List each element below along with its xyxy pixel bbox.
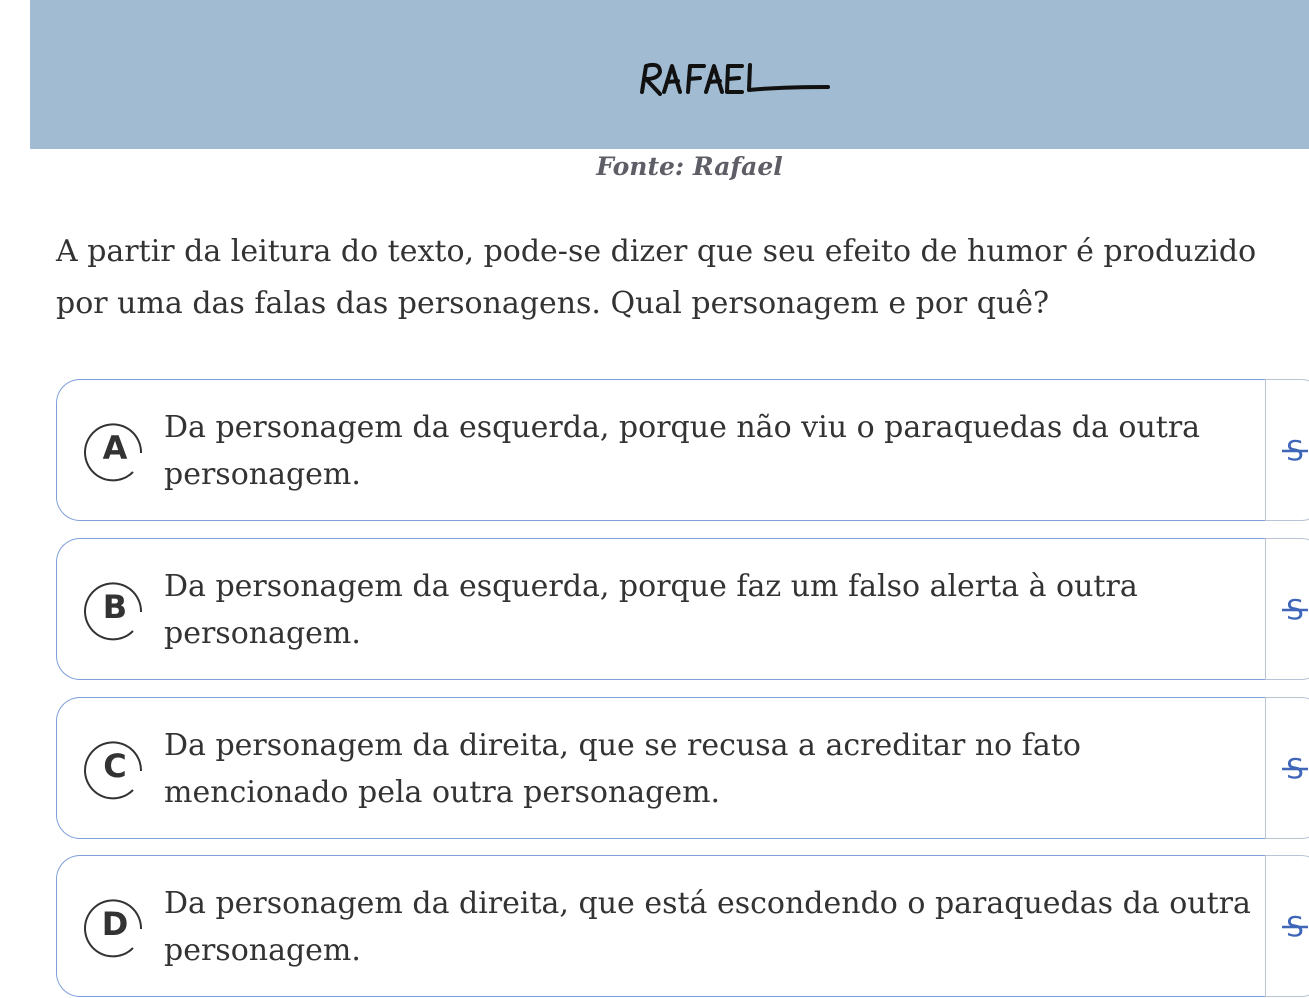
option-text: Da personagem da esquerda, porque não viu o paraquedas da outra personagem. bbox=[164, 410, 1201, 492]
option-text: Da personagem da esquerda, porque faz um falso alerta à outra personagem. bbox=[164, 569, 1138, 651]
strike-option-a-button[interactable] bbox=[1265, 379, 1309, 521]
comic-image-banner bbox=[30, 0, 1309, 149]
svg-text:S: S bbox=[1286, 434, 1304, 467]
strikethrough-icon[interactable] bbox=[1280, 432, 1309, 468]
answer-option-a[interactable] bbox=[56, 379, 1266, 521]
question-text: A partir da leitura do texto, pode-se dizer que seu efeito de humor é produzido por uma das falas das personagens. Qual personagem e por quê? bbox=[56, 234, 1257, 321]
option-letter-badge: D bbox=[83, 891, 147, 961]
strike-option-b-button[interactable] bbox=[1265, 538, 1309, 680]
option-letter-badge: B bbox=[83, 574, 147, 644]
strike-option-d-button[interactable] bbox=[1265, 855, 1309, 997]
svg-text:S: S bbox=[1286, 910, 1304, 943]
strikethrough-icon[interactable] bbox=[1280, 908, 1309, 944]
option-text: Da personagem da direita, que se recusa a acreditar no fato mencionado pela outra personagem. bbox=[164, 728, 1081, 810]
answer-option-c[interactable] bbox=[56, 697, 1266, 839]
rafael-signature-logo bbox=[630, 52, 840, 102]
image-source-caption: Fonte: Rafael bbox=[596, 152, 783, 181]
strikethrough-icon[interactable] bbox=[1280, 591, 1309, 627]
option-letter-badge: C bbox=[83, 733, 147, 803]
strikethrough-icon[interactable] bbox=[1280, 750, 1309, 786]
svg-text:S: S bbox=[1286, 593, 1304, 626]
option-text: Da personagem da direita, que está escondendo o paraquedas da outra personagem. bbox=[164, 886, 1251, 968]
strike-option-c-button[interactable] bbox=[1265, 697, 1309, 839]
answer-option-d[interactable] bbox=[56, 855, 1266, 997]
answer-option-b[interactable] bbox=[56, 538, 1266, 680]
option-letter-badge: A bbox=[83, 415, 147, 485]
svg-text:S: S bbox=[1286, 752, 1304, 785]
